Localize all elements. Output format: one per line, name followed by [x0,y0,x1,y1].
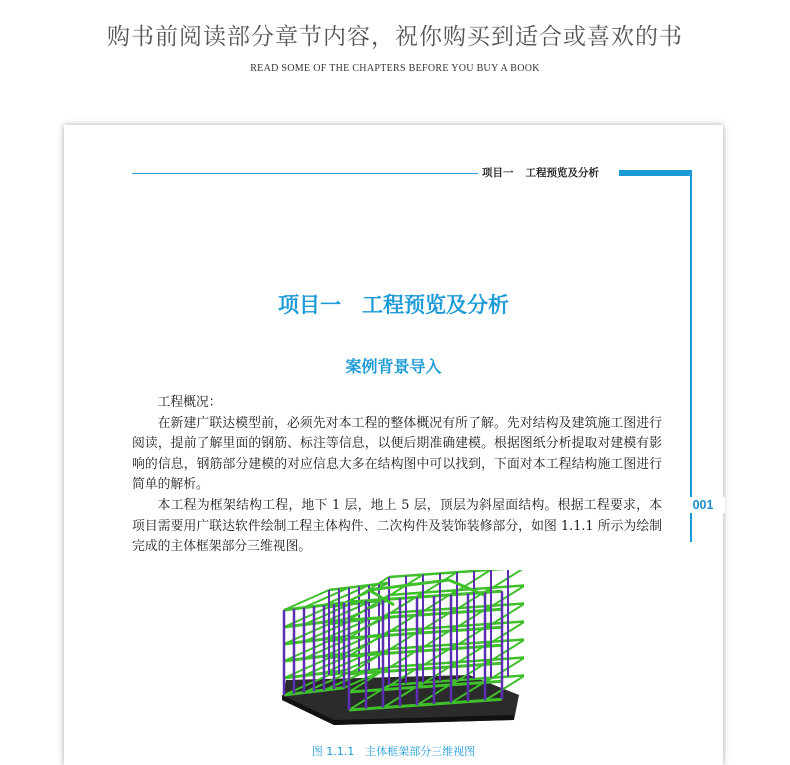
running-header [482,165,599,180]
figure-caption: 图 1.1.1 主体框架部分三维视图 [311,745,476,758]
paragraph: 本工程为框架结构工程，地下 1 层，地上 5 层，顶层为斜屋面结构。根据工程要求，本项目需要用广联达软件绘制工程主体构件、二次构件及装饰装修部分，如图 1.1.1 所示为绘制完成的主体框架部分三维视图。 [132,497,662,555]
book-page [64,125,723,765]
section-title: 案例背景导入 [345,357,442,376]
header-rule [132,173,478,174]
body-text [132,393,662,558]
paragraph: 在新建广联达模型前，必须先对本工程的整体概况有所了解。先对结构及建筑施工图进行阅读，提前了解里面的钢筋、标注等信息，以便后期准确建模。根据图纸分析提取对建模有影响的信息，钢筋部分建模的对应信息大多在结构图中可以找到，下面对本工程结构施工图进行简单的解析。 [132,415,662,493]
paragraph: 工程概况： [157,395,222,410]
running-header-name: 工程预览及分析 [525,167,599,179]
running-header-part: 项目一 [482,167,514,179]
chapter-title: 项目一 工程预览及分析 [278,292,509,317]
frame-structure-3d-image [274,570,524,730]
banner-title: 购书前阅读部分章节内容，祝你购买到适合或喜欢的书 [107,24,683,50]
page-number: 001 [681,497,725,513]
header-accent-bar [619,170,691,176]
banner-subtitle: READ SOME OF THE CHAPTERS BEFORE YOU BUY A BOOK [250,63,540,74]
